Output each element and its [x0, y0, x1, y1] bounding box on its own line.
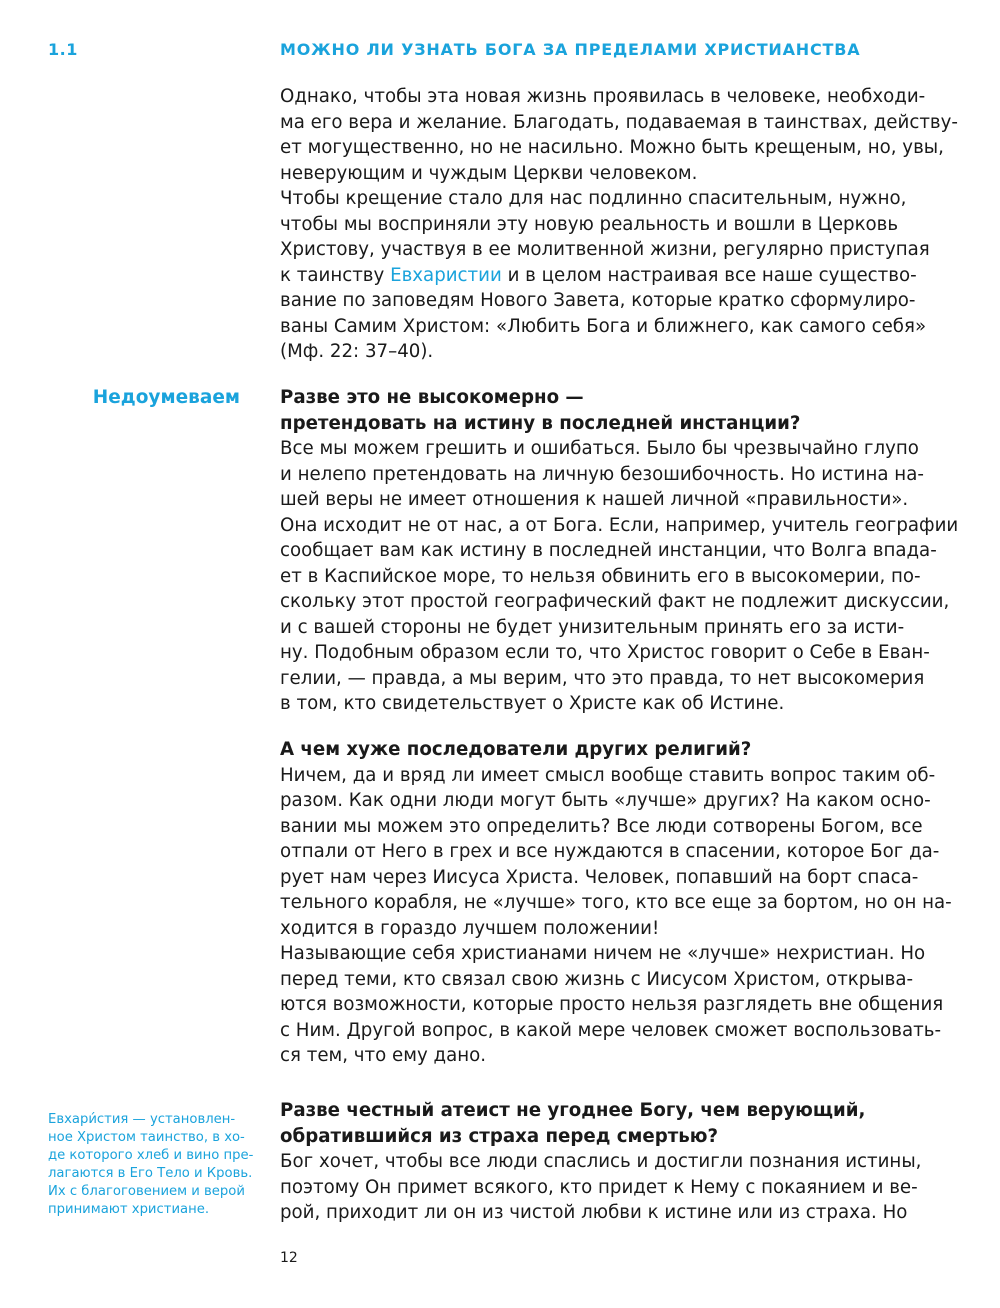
text-line: поэтому Он примет всякого, кто придет к Нему с покаянием и ве- [280, 1176, 918, 1198]
sidenote-line: Евхари́стия — установлен- [48, 1112, 236, 1127]
text-line: ет в Каспийское море, то нельзя обвинить его в высокомерии, по- [280, 565, 921, 587]
text-line: неверующим и чуждым Церкви человеком. [280, 162, 698, 184]
question-heading: Разве честный атеист не угоднее Богу, чем верующий, [280, 1100, 866, 1121]
text-line: Ничем, да и вряд ли имеет смысл вообще ставить вопрос таким об- [280, 764, 936, 786]
text-line: ходится в гораздо лучшем положении! [280, 917, 660, 939]
text-line: вание по заповедям Нового Завета, которые кратко сформулиро- [280, 290, 916, 311]
text-line: и нелепо претендовать на личную безошибочность. Но истина на- [280, 463, 924, 485]
text-line: ся тем, что ему дано. [280, 1045, 487, 1066]
question-heading: претендовать на истину в последней инстанции? [280, 412, 801, 434]
text-line: тельного корабля, не «лучше» того, кто все еще за бортом, но он на- [280, 892, 952, 913]
text-line: рой, приходит ли он из чистой любви к истине или из страха. Но [280, 1202, 908, 1223]
text-line: перед теми, кто связал свою жизнь с Иисусом Христом, открыва- [280, 968, 914, 990]
text-fragment: и в целом настраивая все наше существо- [501, 264, 917, 286]
question-heading: А чем хуже последователи других религий? [280, 739, 752, 760]
intro-paragraph [280, 84, 960, 365]
section-title: МОЖНО ЛИ УЗНАТЬ БОГА ЗА ПРЕДЕЛАМИ ХРИСТИАНСТВА [280, 40, 861, 59]
side-label-wondering: Недоумеваем [92, 387, 240, 408]
text-line: Однако, чтобы эта новая жизнь проявилась в человеке, необходи- [280, 86, 926, 107]
page-number: 12 [280, 1250, 298, 1266]
section-number: 1.1 [48, 40, 78, 59]
text-line: в том, кто свидетельствует о Христе как об Истине. [280, 693, 785, 714]
question-3-block [280, 1098, 960, 1226]
text-line: Называющие себя христианами ничем не «лучше» нехристиан. Но [280, 943, 926, 964]
text-line: сообщает вам как истину в последней инстанции, что Волга впада- [280, 540, 937, 561]
question-heading: Разве это не высокомерно — [280, 387, 584, 408]
text-line: Она исходит не от нас, а от Бога. Если, например, учитель географии [280, 514, 959, 536]
text-line: (Мф. 22: 37–40). [280, 341, 434, 362]
text-line: Христову, участвуя в ее молитвенной жизни, регулярно приступая [280, 239, 930, 260]
text-line: шей веры не имеет отношения к нашей личной «правильности». [280, 489, 909, 510]
text-line: ма его вера и желание. Благодать, подаваемая в таинствах, действу- [280, 111, 958, 133]
question-1-block [280, 385, 960, 717]
eucharist-link[interactable]: Евхаристии [390, 264, 502, 286]
text-line: ются возможности, которые просто нельзя разглядеть вне общения [280, 994, 944, 1015]
text-line: рует нам через Иисуса Христа. Человек, попавший на борт спаса- [280, 866, 919, 888]
sidenote-line: де которого хлеб и вино пре- [48, 1148, 254, 1163]
text-line: разом. Как одни люди могут быть «лучше» других? На каком осно- [280, 790, 931, 811]
text-line: чтобы мы восприняли эту новую реальность и вошли в Церковь [280, 213, 899, 235]
text-line: Бог хочет, чтобы все люди спаслись и достигли познания истины, [280, 1151, 922, 1172]
text-line: с Ним. Другой вопрос, в какой мере человек сможет воспользовать- [280, 1019, 942, 1041]
text-line: ет могущественно, но не насильно. Можно быть крещеным, но, увы, [280, 137, 944, 158]
text-line: скольку этот простой географический факт не подлежит дискуссии, [280, 591, 950, 612]
text-line: вании мы можем это определить? Все люди сотворены Богом, все [280, 815, 923, 837]
text-line: Все мы можем грешить и ошибаться. Было бы чрезвычайно глупо [280, 438, 919, 459]
sidenote-line: ное Христом таинство, в хо- [48, 1130, 245, 1145]
text-fragment: к таинству [280, 264, 391, 286]
sidenote-line: Их с благоговением и верой [48, 1184, 245, 1199]
text-line: ваны Самим Христом: «Любить Бога и ближнего, как самого себя» [280, 315, 927, 337]
sidenote-line: лагаются в Его Тело и Кровь. [48, 1166, 253, 1181]
sidenote-line: принимают христиане. [48, 1202, 210, 1217]
question-2-block [280, 737, 960, 1069]
text-line: гелии, — правда, а мы верим, что это правда, то нет высокомерия [280, 667, 925, 689]
text-line: и с вашей стороны не будет унизительным принять его за исти- [280, 616, 905, 638]
text-line: отпали от Него в грех и все нуждаются в спасении, которое Бог да- [280, 841, 940, 862]
text-line: Чтобы крещение стало для нас подлинно спасительным, нужно, [280, 188, 907, 209]
text-line [280, 263, 960, 289]
question-heading: обратившийся из страха перед смертью? [280, 1125, 719, 1147]
text-line: ну. Подобным образом если то, что Христос говорит о Себе в Еван- [280, 642, 930, 663]
eucharist-sidenote [48, 1111, 258, 1219]
